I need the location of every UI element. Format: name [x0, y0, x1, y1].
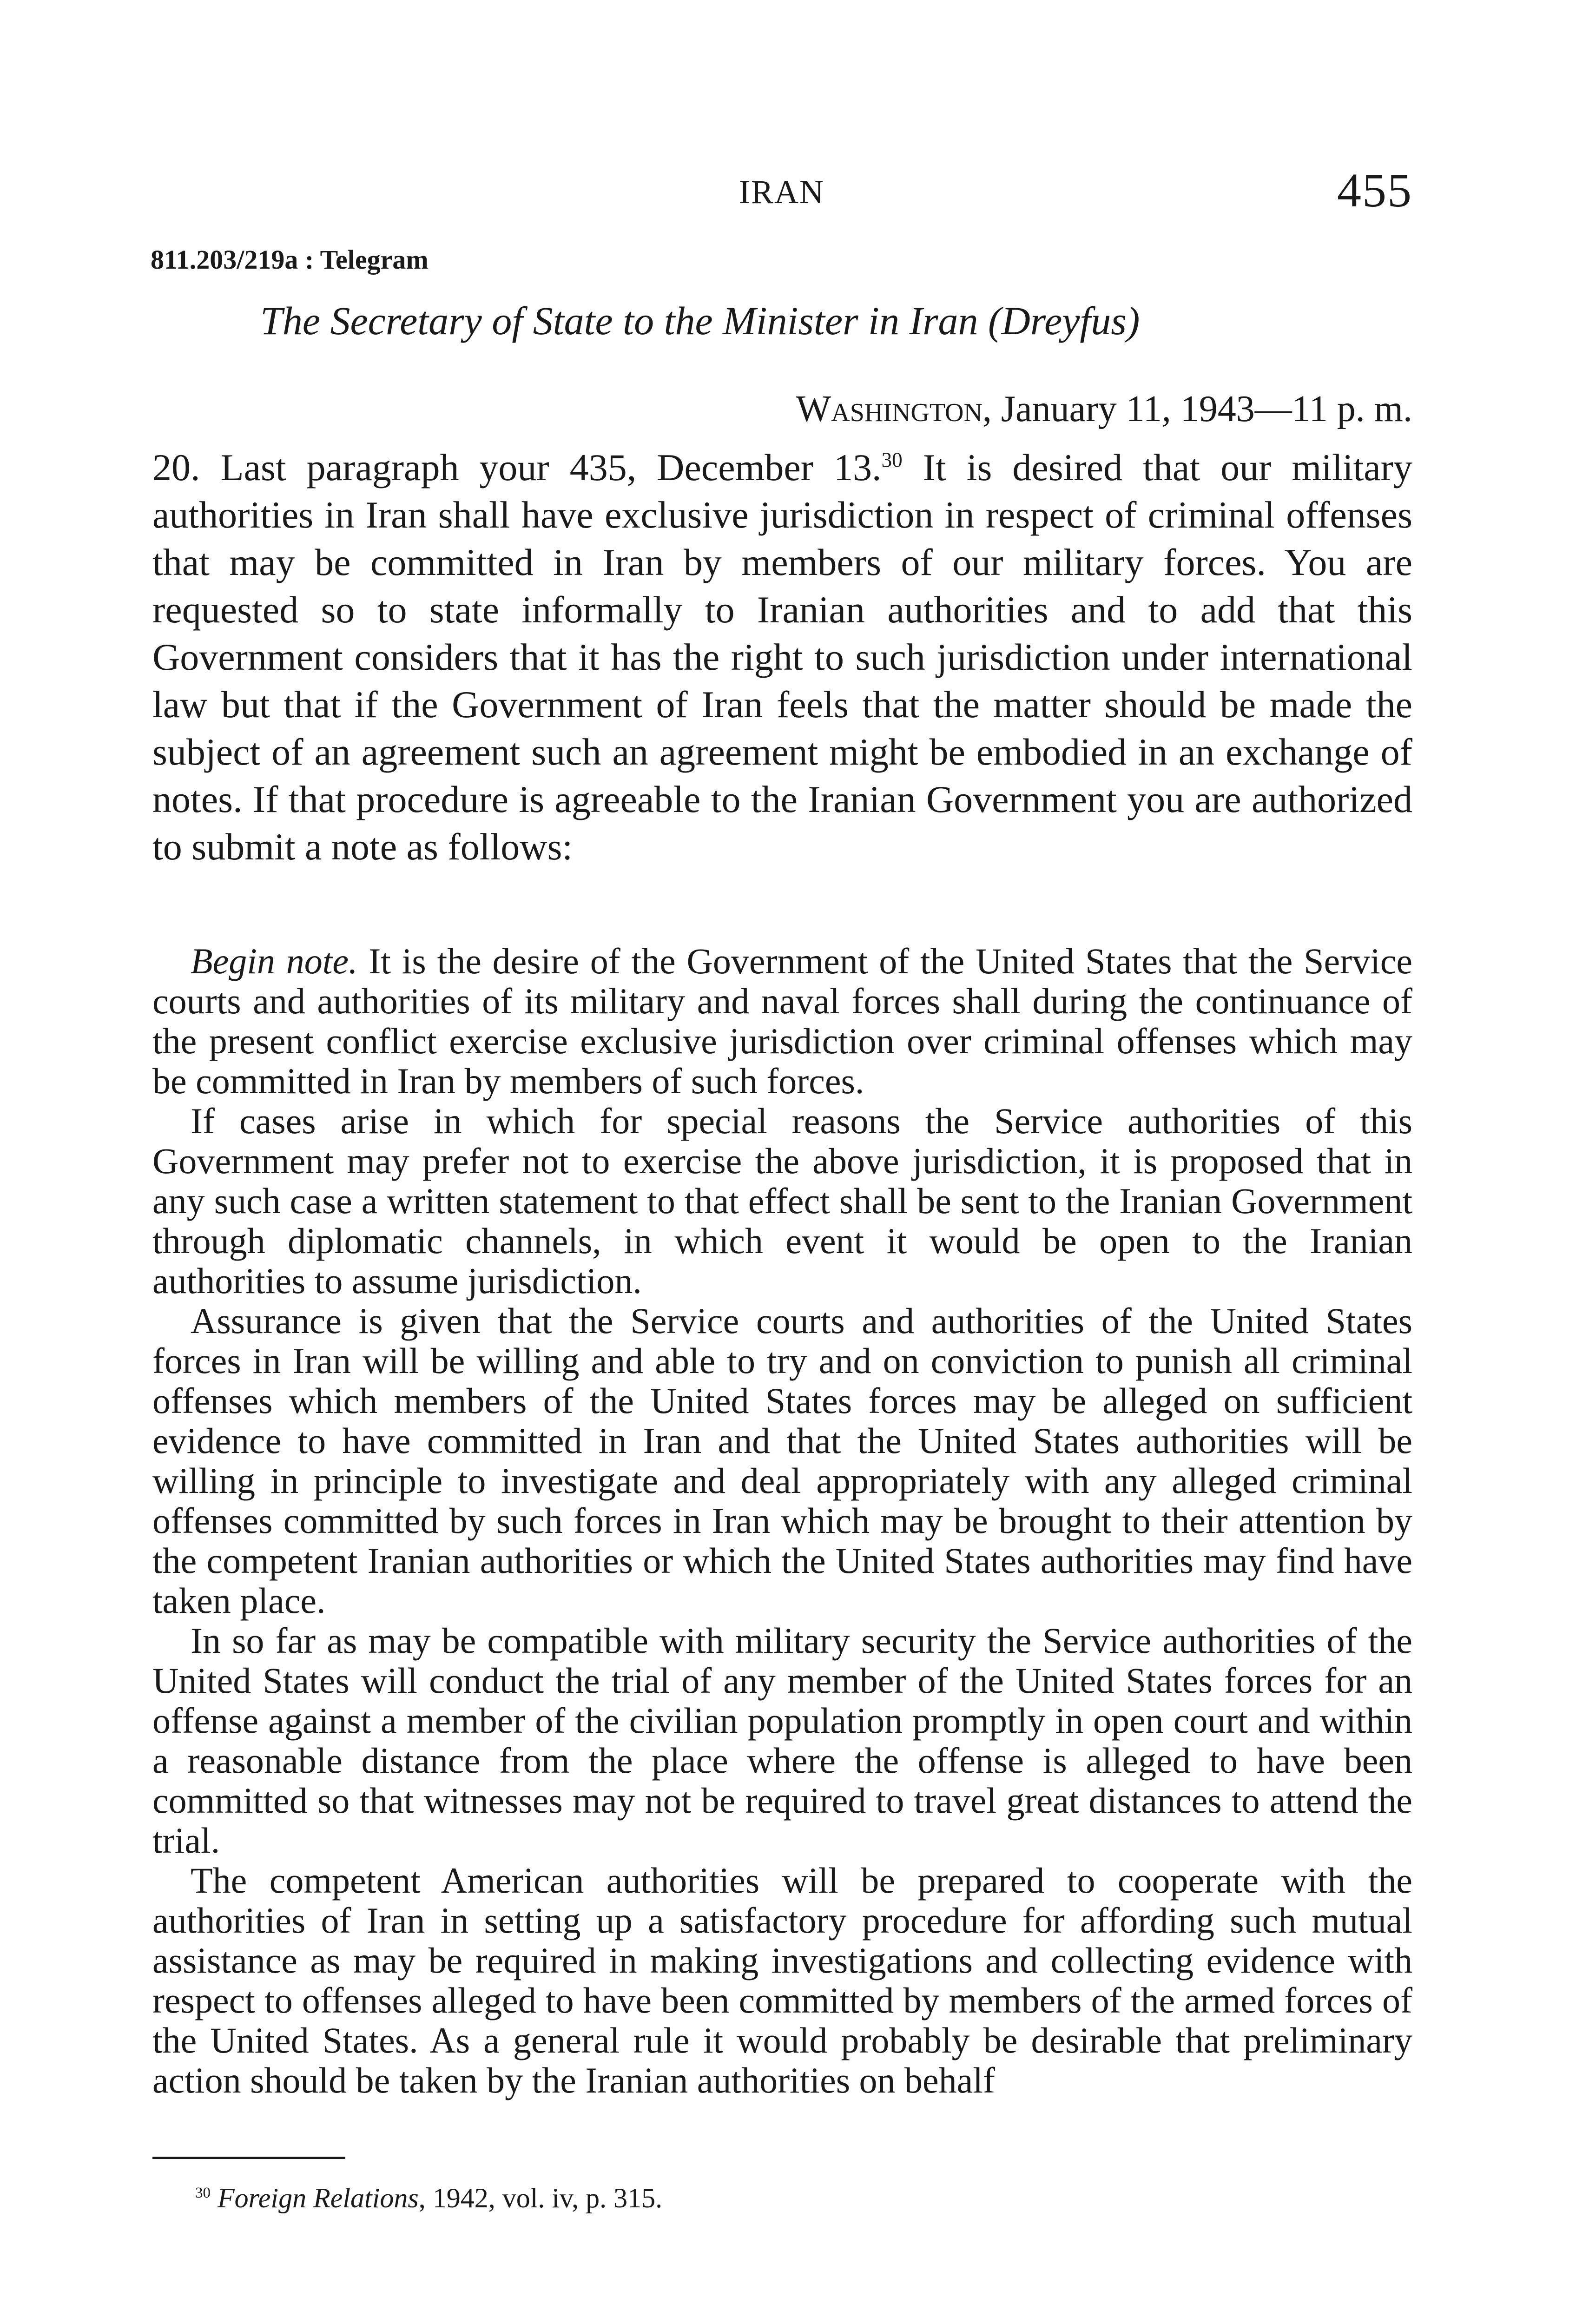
- opening-lead: 20. Last paragraph your 435, December 13.: [152, 446, 882, 489]
- footnote: [195, 2182, 662, 2214]
- opening-rest: It is desired that our military authorities in Iran shall have exclusive jurisdiction in respect of criminal offenses that may be committed in Iran by members of our military forces. You are requested so to state informally to Iranian authorities and to add that this Government considers that it has the right to such jurisdiction under international law but that if the Government of Iran feels that the matter should be made the subject of an agreement such an agreement might be embodied in an exchange of notes. If that procedure is agreeable to the Iranian Government you are authorized to submit a note as follows:: [152, 446, 1412, 868]
- note-paragraph: Assurance is given that the Service courts and authorities of the United States forces in Iran will be willing and able to try and on conviction to punish all criminal offenses which members of the United States forces may be alleged on sufficient evidence to have committed in Iran and that the United States authorities will be willing in principle to investigate and deal appropriately with any alleged criminal offenses committed by such forces in Iran which may be brought to their attention by the competent Iranian authorities or which the United States authorities may find have taken place.: [152, 1301, 1412, 1621]
- note-paragraph: [152, 941, 1412, 1101]
- note-body: [152, 941, 1412, 2100]
- note-paragraph: If cases arise in which for special reasons the Service authorities of this Government may prefer not to exercise the above jurisdiction, it is proposed that in any such case a written statement to that effect shall be sent to the Iranian Government through diplomatic channels, in which event it would be open to the Iranian authorities to assume jurisdiction.: [152, 1101, 1412, 1301]
- file-number: 811.203/219a : Telegram: [151, 244, 429, 275]
- footnote-rule: [152, 2157, 345, 2159]
- telegram-body: [152, 444, 1412, 871]
- footnote-ref: 30: [881, 448, 903, 472]
- dateline-place: Washington,: [796, 389, 992, 429]
- note-begin-label: Begin note.: [191, 941, 358, 981]
- document-heading: The Secretary of State to the Minister in Iran (Dreyfus): [260, 298, 1140, 343]
- footnote-marker: 30: [195, 2185, 211, 2201]
- footnote-citation: , 1942, vol. iv, p. 315.: [418, 2183, 663, 2213]
- opening-paragraph: [152, 444, 1412, 871]
- note-paragraph-text: It is the desire of the Government of the United States that the Service courts and authorities of its military and naval forces shall during the continuance of the present conflict exercise exclusive jurisdiction over criminal offenses which may be committed in Iran by members of such forces.: [152, 941, 1412, 1101]
- note-paragraph: The competent American authorities will be prepared to cooperate with the authorities of Iran in setting up a satisfactory procedure for affording such mutual assistance as may be required in making investigations and collecting evidence with respect to offenses alleged to have been committed by members of the armed forces of the United States. As a general rule it would probably be desirable that preliminary action should be taken by the Iranian authorities on behalf: [152, 1860, 1412, 2100]
- note-paragraph: In so far as may be compatible with military security the Service authorities of the United States will conduct the trial of any member of the United States forces for an offense against a member of the civilian population promptly in open court and within a reasonable distance from the place where the offense is alleged to have been committed so that witnesses may not be required to travel great distances to attend the trial.: [152, 1620, 1412, 1861]
- dateline-date: January 11, 1943—11 p. m.: [1001, 389, 1412, 429]
- footnote-title: Foreign Relations: [218, 2183, 419, 2213]
- running-head: IRAN: [739, 173, 824, 211]
- page-number: 455: [1337, 164, 1412, 217]
- dateline: [796, 388, 1412, 430]
